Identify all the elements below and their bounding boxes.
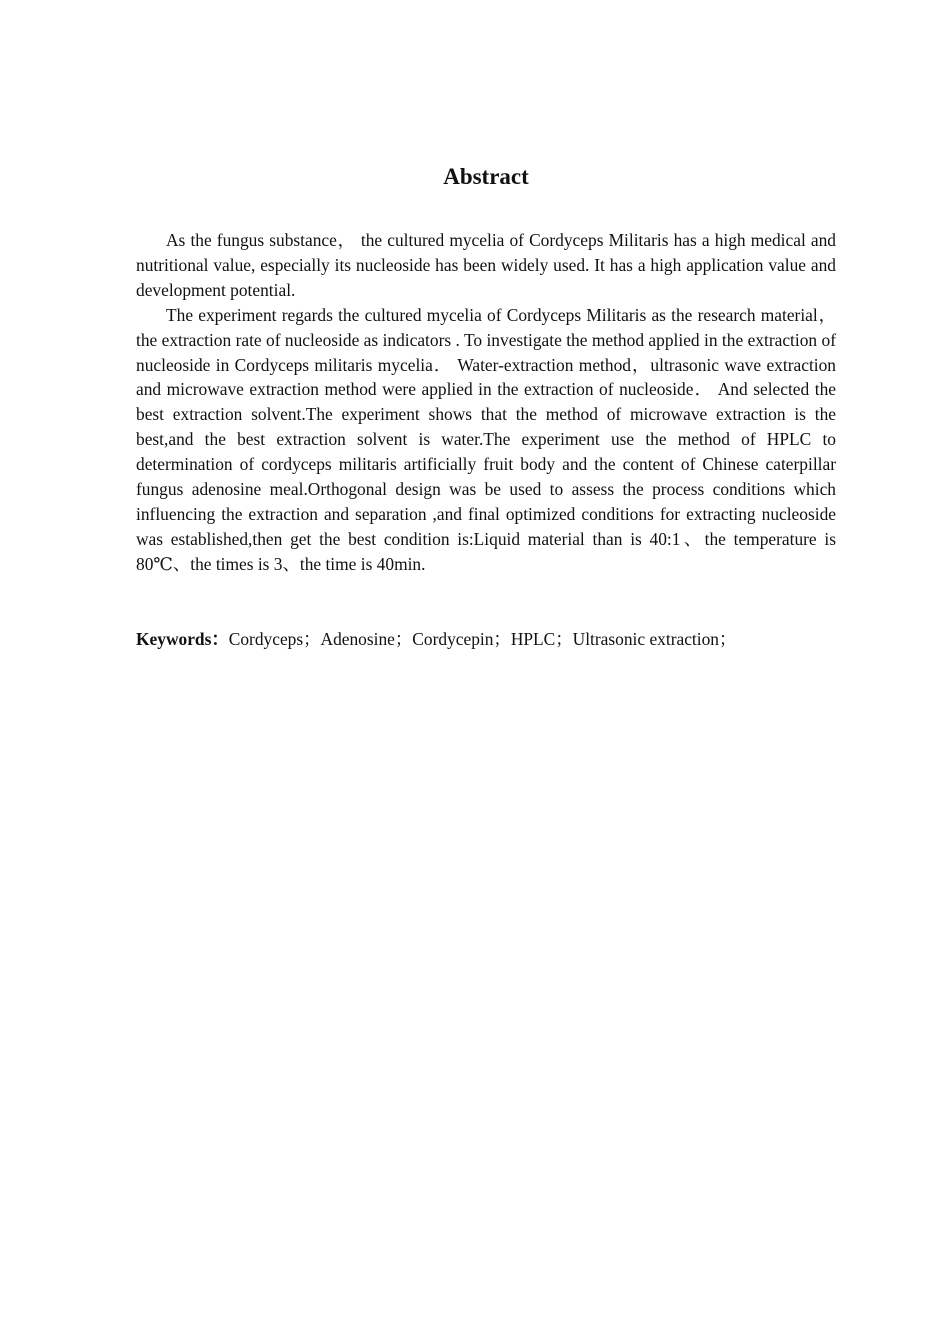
abstract-body: [136, 228, 836, 577]
keywords-list: Cordyceps；Adenosine；Cordycepin；HPLC；Ultrasonic extraction；: [228, 629, 737, 649]
keywords-line: [136, 627, 836, 652]
abstract-title: Abstract: [443, 164, 529, 189]
abstract-paragraph-2: The experiment regards the cultured mycelia of Cordyceps Militaris as the research material， the extraction rate of nucleoside as indicators . To investigate the method applied in the extraction of nucleoside in Cordyceps militaris mycelia． Water-extraction method，ultrasonic wave extraction and microwave extraction method were applied in the extraction of nucleoside． And selected the best extraction solvent.The experiment shows that the method of microwave extraction is the best,and the best extraction solvent is water.The experiment use the method of HPLC to determination of cordyceps militaris artificially fruit body and the content of Chinese caterpillar fungus adenosine meal.Orthogonal design was be used to assess the process conditions which influencing the extraction and separation ,and final optimized conditions for extracting nucleoside was established,then get the best condition is:Liquid material than is 40:1、the temperature is 80℃、the times is 3、the time is 40min.: [136, 304, 836, 574]
keywords-label: Keywords：: [136, 629, 229, 649]
abstract-paragraph-1: As the fungus substance， the cultured mycelia of Cordyceps Militaris has a high medical and nutritional value, especially its nucleoside has been widely used. It has a high application value and development potential.: [136, 230, 836, 300]
